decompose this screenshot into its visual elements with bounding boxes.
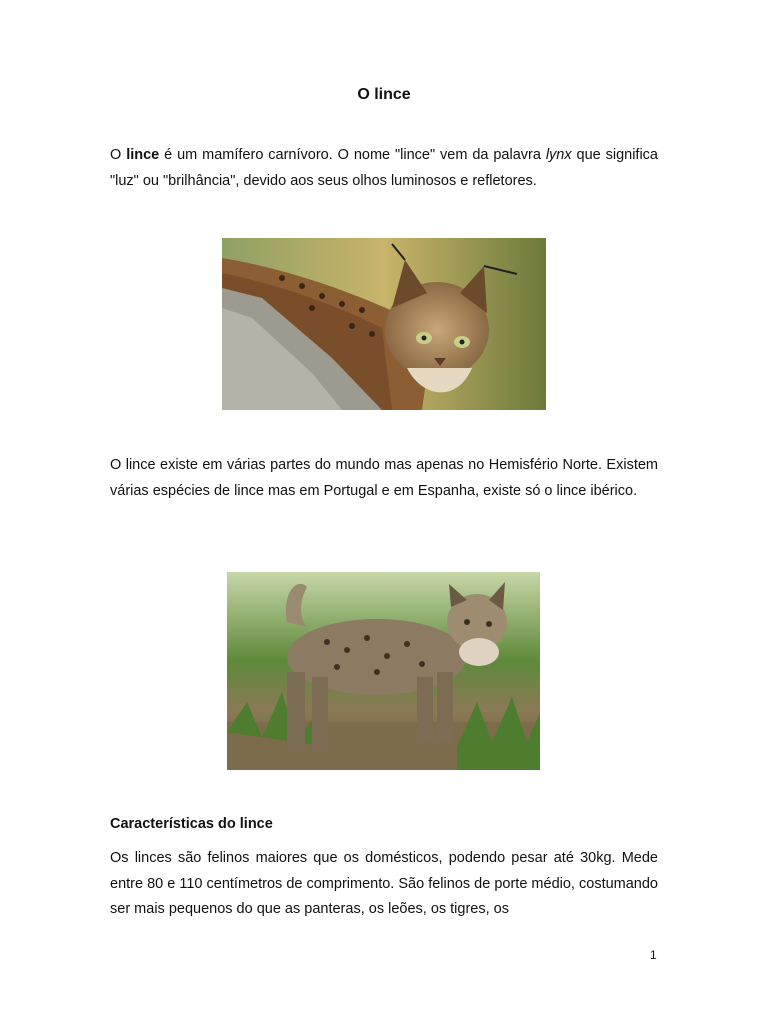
intro-bold-word: lince [126, 147, 160, 163]
section-heading: Características do lince [110, 816, 273, 832]
characteristics-paragraph: Os linces são felinos maiores que os domésticos, podendo pesar até 30kg. Mede entre 80 e 110 centímetros de comprimento. São felinos de porte médio, costumando ser mais pequenos do que as panteras, os leões, os tigres, os [110, 850, 658, 917]
document-title: O lince [357, 86, 411, 103]
intro-italic-word: lynx [545, 147, 572, 163]
intro-paragraph [110, 143, 658, 194]
intro-text-middle: é um mamífero carnívoro. O nome "lince" vem da palavra [159, 147, 546, 163]
lynx-portrait-photo [222, 238, 546, 410]
intro-text-start: O [110, 147, 127, 163]
intro-text-end: que significa "luz" ou "brilhância", devido aos seus olhos luminosos e refletores. [110, 147, 658, 189]
page-number: 1 [650, 948, 657, 962]
distribution-paragraph: O lince existe em várias partes do mundo mas apenas no Hemisfério Norte. Existem várias espécies de lince mas em Portugal e em Espanha, existe só o lince ibérico. [110, 457, 658, 499]
lynx-standing-photo [227, 572, 540, 770]
